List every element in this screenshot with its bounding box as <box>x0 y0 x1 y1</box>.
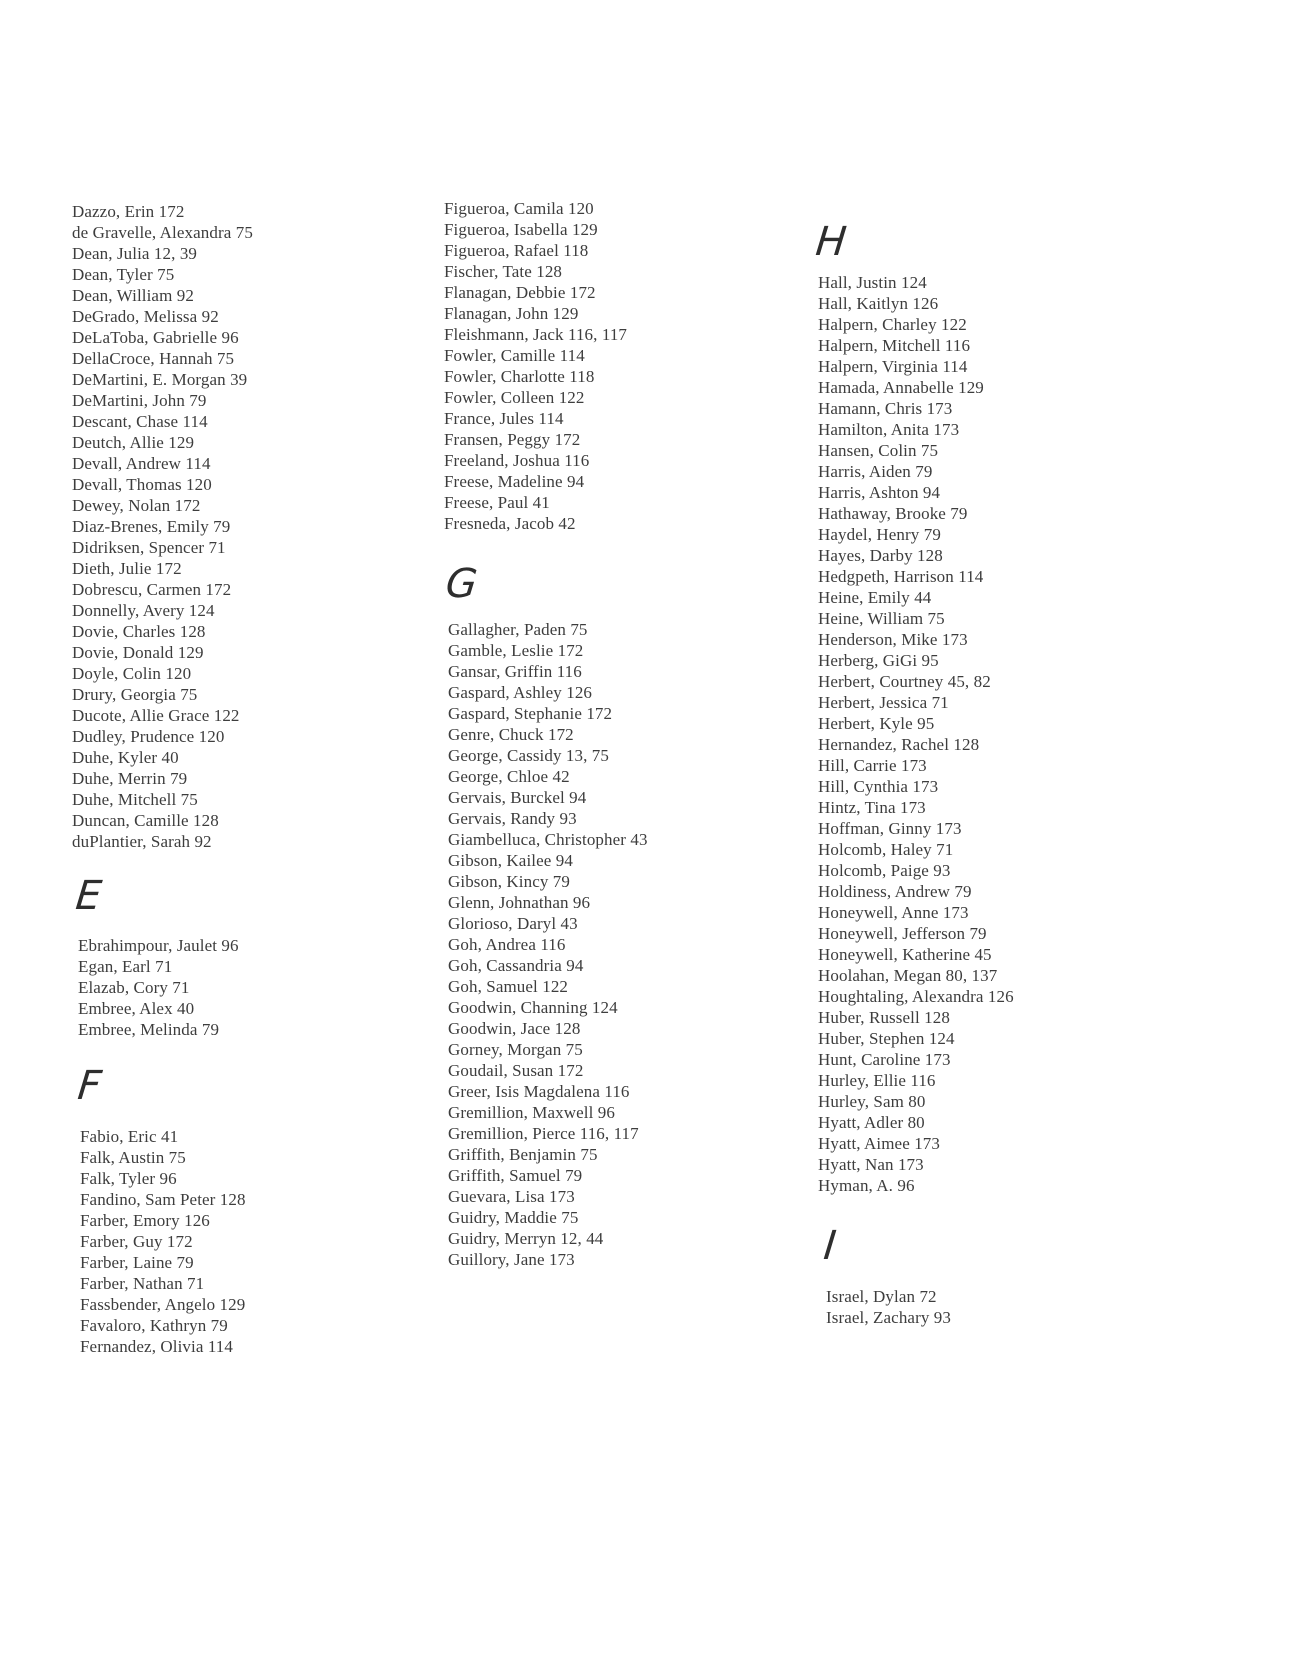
index-entry: Duncan, Camille 128 <box>72 811 219 830</box>
index-entry: Embree, Melinda 79 <box>78 1020 220 1039</box>
index-entry: Gibson, Kincy 79 <box>448 872 571 891</box>
index-entry: Hoolahan, Megan 80, 137 <box>818 966 998 985</box>
index-entry: Griffith, Samuel 79 <box>448 1166 583 1185</box>
index-entry: Figueroa, Camila 120 <box>444 199 594 218</box>
index-entry: Gaspard, Stephanie 172 <box>448 704 613 723</box>
index-entry: Figueroa, Isabella 129 <box>444 220 598 239</box>
index-entry: Goh, Cassandria 94 <box>448 956 584 975</box>
index-entry: Falk, Tyler 96 <box>80 1169 177 1188</box>
index-entry: Giambelluca, Christopher 43 <box>448 830 648 849</box>
index-entry: Dean, William 92 <box>72 286 194 305</box>
section-letter-i: I <box>821 1223 839 1269</box>
index-entry: Farber, Emory 126 <box>80 1211 210 1230</box>
index-entry: Guidry, Maddie 75 <box>448 1208 579 1227</box>
index-entry: Hyatt, Nan 173 <box>818 1155 924 1174</box>
index-entry: France, Jules 114 <box>444 409 564 428</box>
index-entry: Hedgpeth, Harrison 114 <box>818 567 984 586</box>
index-entry: Hall, Kaitlyn 126 <box>818 294 939 313</box>
index-entry: Hurley, Ellie 116 <box>818 1071 936 1090</box>
index-entry: Hoffman, Ginny 173 <box>818 819 962 838</box>
index-entry: Flanagan, John 129 <box>444 304 579 323</box>
index-entry: Duhe, Merrin 79 <box>72 769 188 788</box>
index-entry: Duhe, Kyler 40 <box>72 748 179 767</box>
index-entry: Halpern, Mitchell 116 <box>818 336 971 355</box>
index-entry: Embree, Alex 40 <box>78 999 195 1018</box>
index-entry: Honeywell, Katherine 45 <box>818 945 992 964</box>
index-entry: Greer, Isis Magdalena 116 <box>448 1082 630 1101</box>
index-entry: Holdiness, Andrew 79 <box>818 882 972 901</box>
index-entry: Hernandez, Rachel 128 <box>818 735 980 754</box>
index-entry: Henderson, Mike 173 <box>818 630 968 649</box>
index-entry: Devall, Andrew 114 <box>72 454 211 473</box>
index-entry: Gremillion, Maxwell 96 <box>448 1103 615 1122</box>
index-entry: Gaspard, Ashley 126 <box>448 683 593 702</box>
index-entry: Herbert, Courtney 45, 82 <box>818 672 991 691</box>
index-entry: Israel, Dylan 72 <box>826 1287 937 1306</box>
index-entry: Dean, Julia 12, 39 <box>72 244 198 263</box>
index-entry: Goudail, Susan 172 <box>448 1061 584 1080</box>
index-list-e <box>78 935 239 1040</box>
index-entry: Freese, Madeline 94 <box>444 472 585 491</box>
index-entry: Huber, Russell 128 <box>818 1008 950 1027</box>
index-entry: Gibson, Kailee 94 <box>448 851 573 870</box>
index-entry: Ebrahimpour, Jaulet 96 <box>78 936 239 955</box>
index-entry: Duhe, Mitchell 75 <box>72 790 198 809</box>
index-entry: Figueroa, Rafael 118 <box>444 241 589 260</box>
index-entry: Hayes, Darby 128 <box>818 546 943 565</box>
index-entry: Hamann, Chris 173 <box>818 399 953 418</box>
index-entry: Fowler, Charlotte 118 <box>444 367 595 386</box>
index-entry: Gervais, Burckel 94 <box>448 788 587 807</box>
index-entry: Gamble, Leslie 172 <box>448 641 584 660</box>
section-letter-f: F <box>75 1063 104 1109</box>
index-entry: Genre, Chuck 172 <box>448 725 574 744</box>
index-entry: Doyle, Colin 120 <box>72 664 192 683</box>
index-entry: DeMartini, John 79 <box>72 391 207 410</box>
index-entry: Elazab, Cory 71 <box>78 978 190 997</box>
index-entry: Freeland, Joshua 116 <box>444 451 590 470</box>
index-entry: Griffith, Benjamin 75 <box>448 1145 598 1164</box>
index-entry: Hill, Carrie 173 <box>818 756 927 775</box>
index-entry: Hyatt, Adler 80 <box>818 1113 925 1132</box>
index-entry: DeGrado, Melissa 92 <box>72 307 219 326</box>
index-entry: Fowler, Colleen 122 <box>444 388 585 407</box>
index-entry: George, Cassidy 13, 75 <box>448 746 610 765</box>
index-entry: Harris, Aiden 79 <box>818 462 933 481</box>
index-entry: Glenn, Johnathan 96 <box>448 893 591 912</box>
index-entry: Gallagher, Paden 75 <box>448 620 588 639</box>
index-entry: Holcomb, Paige 93 <box>818 861 951 880</box>
index-entry: Hall, Justin 124 <box>818 273 927 292</box>
index-entry: Gervais, Randy 93 <box>448 809 577 828</box>
section-letter-g: G <box>443 561 480 607</box>
index-entry: Goh, Andrea 116 <box>448 935 566 954</box>
index-entry: de Gravelle, Alexandra 75 <box>72 223 253 242</box>
index-entry: Farber, Laine 79 <box>80 1253 194 1272</box>
index-entry: Descant, Chase 114 <box>72 412 208 431</box>
index-entry: Herbert, Kyle 95 <box>818 714 935 733</box>
index-list-h <box>818 272 1014 1196</box>
index-entry: Fischer, Tate 128 <box>444 262 563 281</box>
index-entry: Drury, Georgia 75 <box>72 685 198 704</box>
index-entry: Goodwin, Channing 124 <box>448 998 618 1017</box>
index-entry: Glorioso, Daryl 43 <box>448 914 578 933</box>
index-entry: Gansar, Griffin 116 <box>448 662 582 681</box>
index-entry: Fransen, Peggy 172 <box>444 430 581 449</box>
index-entry: Dovie, Donald 129 <box>72 643 204 662</box>
section-letter-h: H <box>813 219 849 265</box>
index-entry: Hyatt, Aimee 173 <box>818 1134 940 1153</box>
index-entry: Halpern, Charley 122 <box>818 315 967 334</box>
index-entry: Heine, William 75 <box>818 609 945 628</box>
index-entry: Flanagan, Debbie 172 <box>444 283 596 302</box>
index-entry: Dewey, Nolan 172 <box>72 496 201 515</box>
index-entry: Deutch, Allie 129 <box>72 433 195 452</box>
index-entry: Egan, Earl 71 <box>78 957 173 976</box>
index-entry: Freese, Paul 41 <box>444 493 550 512</box>
index-entry: Dazzo, Erin 172 <box>72 202 185 221</box>
index-entry: Gremillion, Pierce 116, 117 <box>448 1124 639 1143</box>
index-entry: Dean, Tyler 75 <box>72 265 175 284</box>
index-entry: Honeywell, Jefferson 79 <box>818 924 987 943</box>
index-entry: Dudley, Prudence 120 <box>72 727 225 746</box>
index-entry: Herberg, GiGi 95 <box>818 651 939 670</box>
index-entry: Goodwin, Jace 128 <box>448 1019 581 1038</box>
index-entry: George, Chloe 42 <box>448 767 570 786</box>
index-entry: Hamada, Annabelle 129 <box>818 378 984 397</box>
index-entry: Hill, Cynthia 173 <box>818 777 939 796</box>
index-entry: Huber, Stephen 124 <box>818 1029 955 1048</box>
index-entry: Farber, Guy 172 <box>80 1232 193 1251</box>
index-entry: Fandino, Sam Peter 128 <box>80 1190 246 1209</box>
index-entry: Hurley, Sam 80 <box>818 1092 926 1111</box>
index-entry: Honeywell, Anne 173 <box>818 903 969 922</box>
index-entry: Fleishmann, Jack 116, 117 <box>444 325 628 344</box>
index-entry: Hyman, A. 96 <box>818 1176 915 1195</box>
index-entry: Hathaway, Brooke 79 <box>818 504 968 523</box>
index-entry: Didriksen, Spencer 71 <box>72 538 226 557</box>
index-list-f <box>80 1126 246 1357</box>
index-entry: Hansen, Colin 75 <box>818 441 939 460</box>
index-entry: Hamilton, Anita 173 <box>818 420 960 439</box>
index-entry: Devall, Thomas 120 <box>72 475 212 494</box>
index-entry: Falk, Austin 75 <box>80 1148 186 1167</box>
index-entry: Halpern, Virginia 114 <box>818 357 968 376</box>
index-entry: Herbert, Jessica 71 <box>818 693 949 712</box>
index-entry: Diaz-Brenes, Emily 79 <box>72 517 231 536</box>
index-entry: Harris, Ashton 94 <box>818 483 941 502</box>
section-letter-e: E <box>73 873 104 919</box>
index-list-g <box>448 619 648 1270</box>
index-entry: Fowler, Camille 114 <box>444 346 585 365</box>
index-entry: Guevara, Lisa 173 <box>448 1187 575 1206</box>
index-entry: Heine, Emily 44 <box>818 588 932 607</box>
index-entry: Guillory, Jane 173 <box>448 1250 575 1269</box>
index-entry: Dovie, Charles 128 <box>72 622 206 641</box>
index-entry: Dieth, Julie 172 <box>72 559 182 578</box>
index-entry: Favaloro, Kathryn 79 <box>80 1316 228 1335</box>
index-entry: Goh, Samuel 122 <box>448 977 569 996</box>
index-entry: Hunt, Caroline 173 <box>818 1050 951 1069</box>
index-entry: Haydel, Henry 79 <box>818 525 941 544</box>
index-entry: Guidry, Merryn 12, 44 <box>448 1229 604 1248</box>
index-entry: Donnelly, Avery 124 <box>72 601 215 620</box>
index-entry: Gorney, Morgan 75 <box>448 1040 583 1059</box>
index-entry: Houghtaling, Alexandra 126 <box>818 987 1014 1006</box>
index-entry: duPlantier, Sarah 92 <box>72 832 212 851</box>
index-entry: Fabio, Eric 41 <box>80 1127 179 1146</box>
index-list-d-continued <box>72 201 253 852</box>
index-entry: Dobrescu, Carmen 172 <box>72 580 232 599</box>
index-entry: Fassbender, Angelo 129 <box>80 1295 246 1314</box>
index-entry: Holcomb, Haley 71 <box>818 840 954 859</box>
index-entry: Fernandez, Olivia 114 <box>80 1337 234 1356</box>
index-entry: Fresneda, Jacob 42 <box>444 514 576 533</box>
index-entry: Farber, Nathan 71 <box>80 1274 205 1293</box>
index-entry: Israel, Zachary 93 <box>826 1308 951 1327</box>
index-list-f-continued <box>444 198 627 534</box>
index-entry: DeLaToba, Gabrielle 96 <box>72 328 239 347</box>
index-entry: Ducote, Allie Grace 122 <box>72 706 240 725</box>
index-entry: Hintz, Tina 173 <box>818 798 926 817</box>
index-entry: DellaCroce, Hannah 75 <box>72 349 235 368</box>
index-entry: DeMartini, E. Morgan 39 <box>72 370 248 389</box>
index-list-i <box>826 1286 951 1328</box>
